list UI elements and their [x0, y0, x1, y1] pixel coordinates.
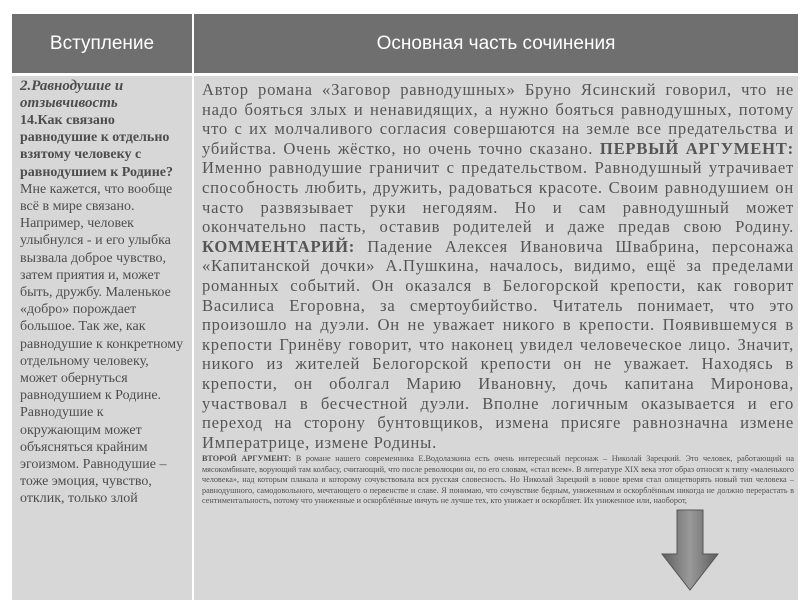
intro-cell: [12, 75, 193, 600]
comment-text: Падение Алексея Ивановича Швабрина, персонажа «Капитанской дочки» А.Пушкина, началось, видимо, ещё за пределами романных событий. Он оказался в Белогорской крепости, как говорит Василиса Егоровна, за смертоубийство. Читатель понимает, что это произошло на дуэли. Он не уважает никого в крепости. Появившемуся в крепости Гринёву говорит, что наконец увидел человеческое лицо. Значит, никого из жителей Белогорской крепости он не уважает. Находясь в крепости, он оболгал Марию Ивановну, дочь капитана Миронова, участвовал в бесчестной дуэли. Вполне логичным оказывается и его переход на сторону бунтовщиков, измена присяге равнозначна измене Императрице, измене Родины.: [202, 236, 794, 452]
table-header-row: [12, 14, 798, 75]
second-argument-block: [202, 454, 794, 506]
comment-label: КОММЕНТАРИЙ:: [202, 236, 356, 256]
first-argument-text: Именно равнодушие граничит с предательством. Равнодушный утрачивает способность любить, дружить, радоваться красоте. Своим равнодушием он часто развязывает руки негодяям. Но и сам равнодушный может окончательно пасть, оставив родителей и даже предав свою Родину.: [202, 158, 794, 237]
first-argument-label: ПЕРВЫЙ АРГУМЕНТ:: [599, 138, 795, 158]
intro-text: Мне кажется, что вообще всё в мире связано. Например, человек улыбнулся - и его улыбка вызвала доброе чувство, затем приятия и, может быть, дружбу. Маленькое «добро» порождает большое. Так же, как равнодушие к конкретному отдельному человеку, может обернуться равнодушием к Родине. Равнодушие к окружающим может объясняться крайним эгоизмом. Равнодушие – тоже эмоция, чувство, отклик, только злой: [20, 181, 184, 507]
opening-paragraph: Автор романа «Заговор равнодушных» Бруно Ясинский говорил, что не надо бояться злых и ненавидящих, а нужно бояться равнодушных, потому что с их молчаливого согласия совершаются на земле все предательства и убийства. Очень жёстко, но очень точно сказано.: [202, 80, 794, 158]
down-arrow-icon[interactable]: [660, 508, 720, 592]
header-main-part: Основная часть сочинения: [193, 14, 798, 75]
question-title: 14.Как связано равнодушие к отдельно взятому человеку с равнодушием к Родине?: [20, 113, 174, 180]
header-intro: Вступление: [12, 14, 193, 75]
main-text-block: [202, 80, 794, 452]
second-argument-text: В романе нашего современника Е.Водолазкина есть очень интересный персонаж – Николай Зарецкий. Это человек, работающий на мясокомбинате, ворующий там колбасу, считающий, что после революции он, по его словам, «стал всем». В литературе XIX века этот образ относят к типу «маленького человека», над которым плакала и которому сочувствовала вся русская словесность. Но Николай Зарецкий в новое время стал олицетворять новый тип человека – равнодушного, самодовольного, мечтающего о первенстве и славе. Я понимаю, что сочувствие бедным, униженным и оскорблённым никогда не должно перерастать в сентиментальность, потому что униженные и оскорблённые ничуть не лучше тех, кто унижает и оскорбляет. Их униженное или, наоборот,: [202, 454, 794, 505]
second-argument-label: ВТОРОЙ АРГУМЕНТ:: [202, 454, 292, 464]
topic-title: 2.Равнодушие и отзывчивость: [20, 78, 124, 111]
